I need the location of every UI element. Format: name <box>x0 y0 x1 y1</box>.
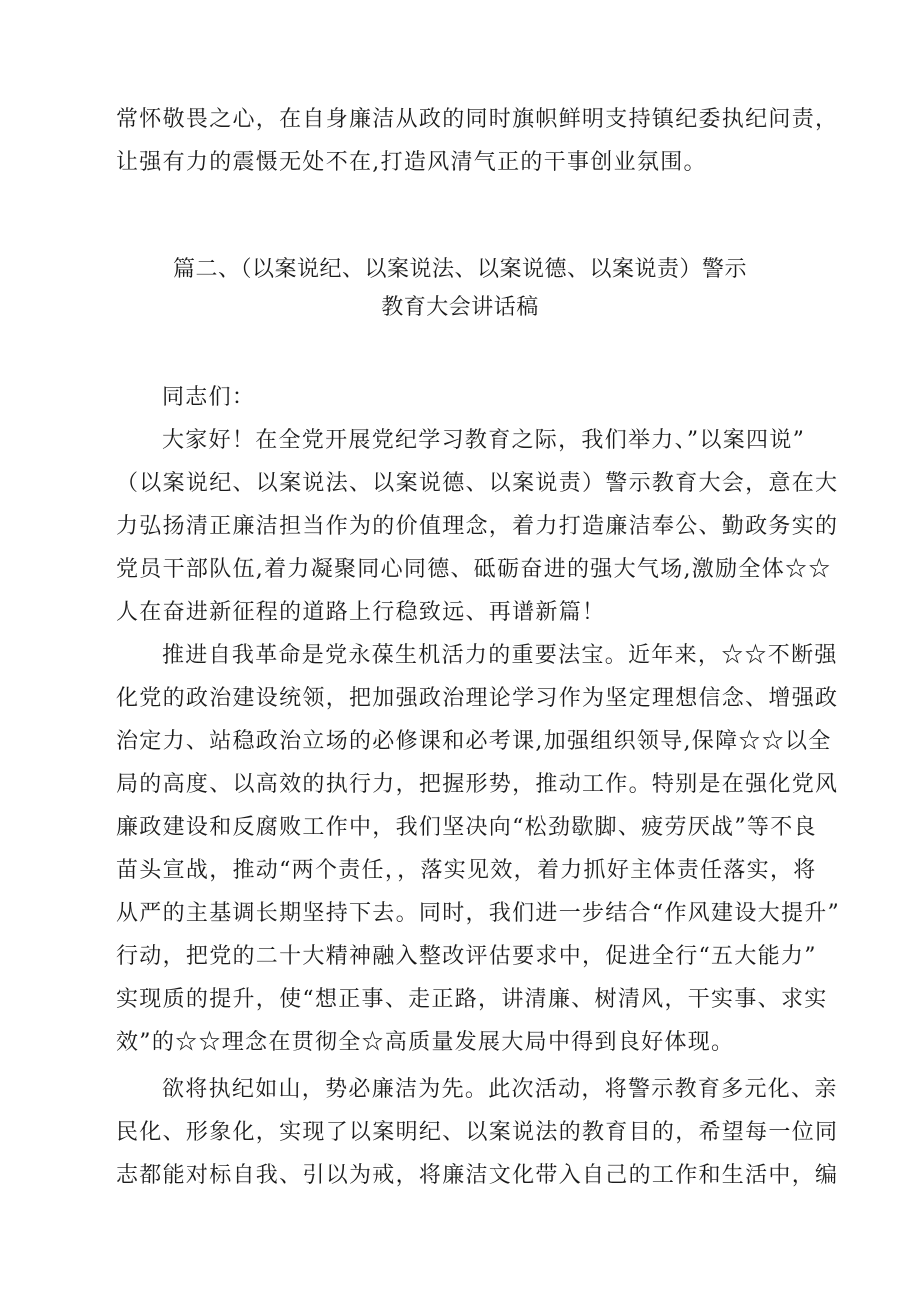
text-line: 效”的☆☆理念在贯彻全☆高质量发展大局中得到良好体现。 <box>116 1030 735 1055</box>
text-line: 廉政建设和反腐败工作中，我们坚决向“松劲歇脚、疲劳厌战”等不良 <box>116 815 817 840</box>
text-line: 党员干部队伍,着力凝聚同心同德、砥砺奋进的强大气场,激励全体☆☆ <box>116 557 832 582</box>
text-line: 局的高度、以高效的执行力，把握形势，推动工作。特别是在强化党风 <box>116 772 839 797</box>
text-line: 治定力、站稳政治立场的必修课和必考课,加强组织领导,保障☆☆以全 <box>116 729 832 754</box>
text-line: 让强有力的震慑无处不在,打造风清气正的干事创业氛围。 <box>116 150 707 175</box>
salutation: 同志们： <box>162 385 256 410</box>
text-line: 大家好！在全党开展党纪学习教育之际，我们举力、”以案四说” <box>162 428 806 453</box>
text-line: 推进自我革命是党永葆生机活力的重要法宝。近年来，☆☆不断强 <box>162 643 838 668</box>
text-line: 志都能对标自我、引以为戒，将廉洁文化带入自己的工作和生活中，编 <box>116 1163 839 1188</box>
text-line: 实现质的提升，使“想正事、走正路，讲清廉、树清风，干实事、求实 <box>116 987 828 1012</box>
text-line: 常怀敬畏之心，在自身廉洁从政的同时旗帜鲜明支持镇纪委执纪问责， <box>116 107 839 132</box>
text-line: 苗头宣战，推动“两个责任，，落实见效，着力抓好主体责任落实，将 <box>116 858 817 883</box>
section-title-line-1: 篇二、（以案说纪、以案说法、以案说德、以案说责）警示 <box>172 257 747 282</box>
text-line: 从严的主基调长期坚持下去。同时，我们进一步结合“作风建设大提升” <box>116 901 841 926</box>
text-line: 人在奋进新征程的道路上行稳致远、再谱新篇！ <box>116 600 606 625</box>
text-line: 力弘扬清正廉洁担当作为的价值理念，着力打造廉洁奉公、勤政务实的 <box>116 514 839 539</box>
text-line: 欲将执纪如山，势必廉洁为先。此次活动，将警示教育多元化、亲 <box>162 1077 838 1102</box>
text-line: （以案说纪、以案说法、以案说德、以案说责）警示教育大会，意在大 <box>116 471 839 496</box>
text-line: 民化、形象化，实现了以案明纪、以案说法的教育目的，希望每一位同 <box>116 1120 839 1145</box>
section-title-line-2: 教育大会讲话稿 <box>381 295 539 320</box>
text-line: 行动，把党的二十大精神融入整改评估要求中，促进全行“五大能力” <box>116 944 817 969</box>
text-line: 化党的政治建设统领，把加强政治理论学习作为坚定理想信念、增强政 <box>116 686 839 711</box>
